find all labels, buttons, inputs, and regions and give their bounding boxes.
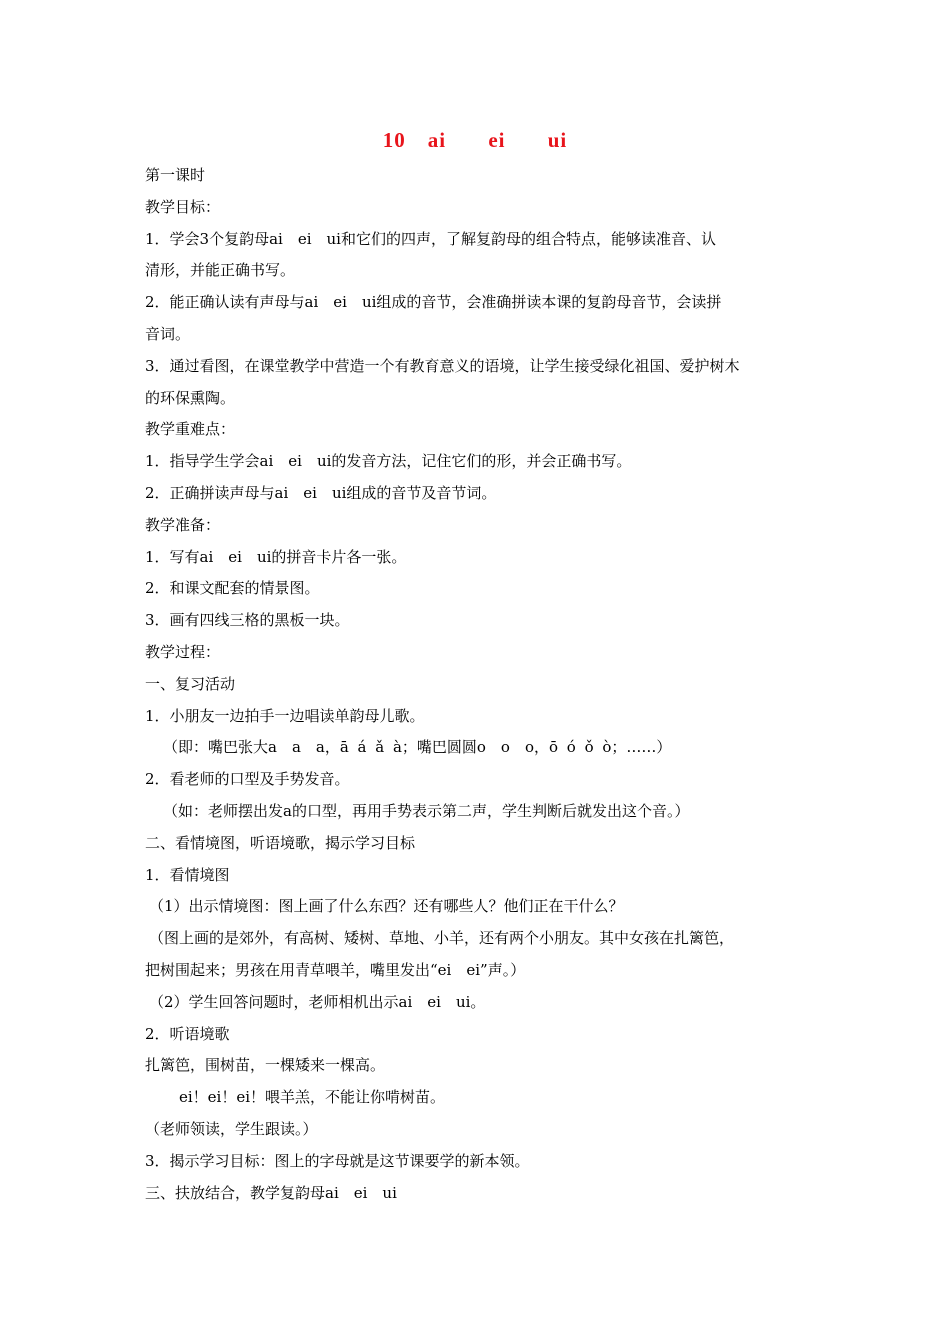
text-line: （如：老师摆出发a的口型，再用手势表示第二声，学生判断后就发出这个音。）: [163, 801, 690, 820]
section-heading: 教学准备：: [145, 515, 221, 534]
text-line: 2．和课文配套的情景图。: [145, 579, 320, 598]
text-line: 1．小朋友一边拍手一边唱读单韵母儿歌。: [145, 706, 425, 725]
text-line: 3．画有四线三格的黑板一块。: [145, 611, 350, 630]
section-heading: 教学过程：: [145, 642, 221, 661]
text-line: 的环保熏陶。: [145, 388, 236, 407]
text-line: （2）学生回答问题时，老师相机出示ai ei ui。: [149, 992, 486, 1011]
text-line: 1．学会3个复韵母ai ei ui和它们的四声，了解复韵母的组合特点，能够读准音、认: [145, 229, 716, 248]
text-line: 清形，并能正确书写。: [145, 261, 296, 280]
text-line: 1．看情境图: [145, 865, 230, 884]
text-line: （老师领读，学生跟读。）: [145, 1119, 318, 1138]
text-line: 3．通过看图，在课堂教学中营造一个有教育意义的语境，让学生接受绿化祖国、爱护树木: [145, 356, 740, 375]
section-heading: 第一课时: [145, 166, 206, 184]
text-line: 3．揭示学习目标：图上的字母就是这节课要学的新本领。: [145, 1151, 530, 1170]
text-line: 1．写有ai ei ui的拼音卡片各一张。: [145, 547, 407, 566]
text-line: 2．听语境歌: [145, 1024, 230, 1043]
text-line: ei！ei！ei！喂羊羔，不能让你啃树苗。: [179, 1088, 446, 1107]
text-line: 2．正确拼读声母与ai ei ui组成的音节及音节词。: [145, 483, 497, 502]
section-heading: 教学重难点：: [145, 420, 236, 439]
text-line: 扎篱笆，围树苗，一棵矮来一棵高。: [145, 1056, 386, 1075]
text-line: （图上画的是郊外，有高树、矮树、草地、小羊，还有两个小朋友。其中女孩在扎篱笆，: [149, 929, 735, 948]
text-line: 二、看情境图，听语境歌，揭示学习目标: [145, 833, 416, 852]
section-heading: 教学目标：: [145, 197, 221, 216]
lesson-title: 10 ai ei ui: [382, 128, 568, 152]
text-line: 2．看老师的口型及手势发音。: [145, 770, 350, 789]
text-line: 三、扶放结合，教学复韵母ai ei ui: [145, 1183, 397, 1202]
text-line: 2．能正确认读有声母与ai ei ui组成的音节，会准确拼读本课的复韵母音节，会读拼: [145, 293, 722, 312]
text-line: 1．指导学生学会ai ei ui的发音方法，记住它们的形，并会正确书写。: [145, 452, 632, 471]
lesson-body: [145, 160, 810, 1209]
text-line: 把树围起来；男孩在用青草喂羊，嘴里发出“ei ei”声。）: [145, 960, 526, 979]
text-line: （即：嘴巴张大a a a，ā á ǎ à；嘴巴圆圆o o o，ō ó ǒ ò；……）: [163, 738, 672, 757]
text-line: 音词。: [145, 324, 191, 343]
text-line: 一、复习活动: [145, 674, 236, 693]
text-line: （1）出示情境图：图上画了什么东西？还有哪些人？他们正在干什么？: [149, 897, 624, 916]
